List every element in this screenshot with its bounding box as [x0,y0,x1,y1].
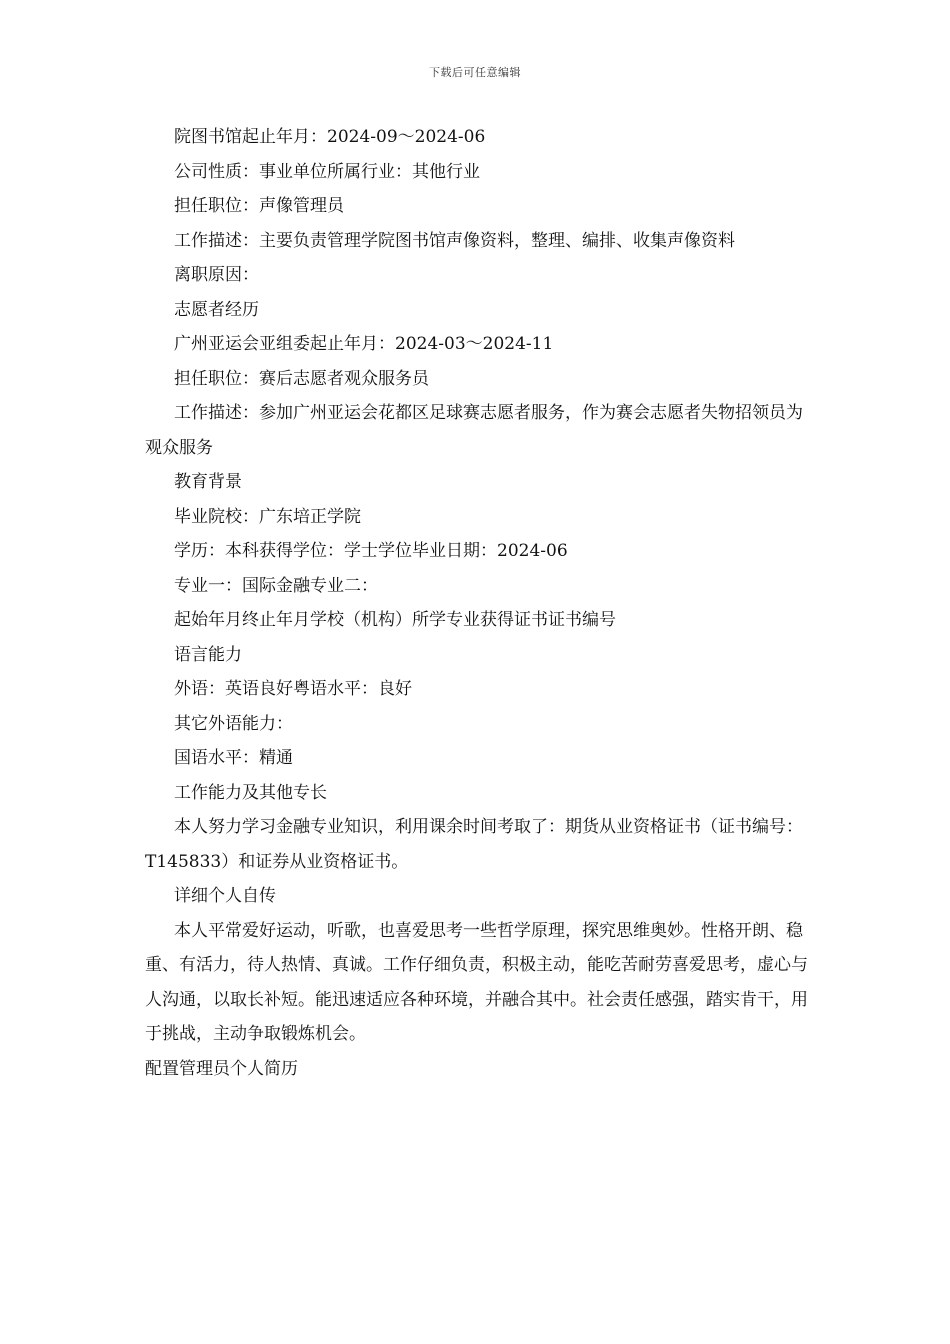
document-body [145,120,815,1086]
section-heading-autobiography: 详细个人自传 [174,886,276,906]
paragraph-company-nature: 公司性质：事业单位所属行业：其他行业 [174,161,480,182]
paragraph-position: 担任职位：声像管理员 [174,196,344,216]
paragraph-volunteer-position: 担任职位：赛后志愿者观众服务员 [174,368,429,389]
section-heading-education: 教育背景 [174,472,242,492]
paragraph-foreign-language: 外语：英语良好粤语水平：良好 [174,679,412,699]
paragraph-leaving-reason: 离职原因： [174,265,259,285]
paragraph-major: 专业一：国际金融专业二： [174,575,378,596]
paragraph-volunteer-description: 工作描述：参加广州亚运会花都区足球赛志愿者服务，作为赛会志愿者失物招领员为观众服务 [145,403,803,458]
document-footer-title: 配置管理员个人简历 [145,1058,298,1079]
paragraph-mandarin: 国语水平：精通 [174,748,293,768]
section-heading-language: 语言能力 [174,644,242,665]
section-heading-skills: 工作能力及其他专长 [174,782,327,803]
paragraph-school: 毕业院校：广东培正学院 [174,506,361,527]
paragraph-volunteer-org: 广州亚运会亚组委起止年月：2024-03～2024-11 [174,334,554,354]
paragraph-degree: 学历：本科获得学位：学士学位毕业日期：2024-06 [174,541,568,561]
paragraph-other-language: 其它外语能力： [174,713,293,734]
paragraph-autobiography: 本人平常爱好运动，听歌，也喜爱思考一些哲学原理，探究思维奥妙。性格开朗、稳重、有活力，待人热情、真诚。工作仔细负责，积极主动，能吃苦耐劳喜爱思考，虚心与人沟通，以取长补短。能迅速适应各种环境，并融合其中。社会责任感强，踏实肯干，用于挑战，主动争取锻炼机会。 [145,920,808,1044]
paragraph-job-description: 工作描述：主要负责管理学院图书馆声像资料，整理、编排、收集声像资料 [174,230,735,251]
paragraph-library-period: 院图书馆起止年月：2024-09～2024-06 [174,127,486,147]
section-heading-volunteer: 志愿者经历 [174,299,259,320]
paragraph-skills: 本人努力学习金融专业知识，利用课余时间考取了：期货从业资格证书（证书编号：T145833）和证券从业资格证书。 [145,817,803,872]
paragraph-certificate-headers: 起始年月终止年月学校（机构）所学专业获得证书证书编号 [174,610,616,630]
page-header: 下载后可任意编辑 [429,66,521,79]
